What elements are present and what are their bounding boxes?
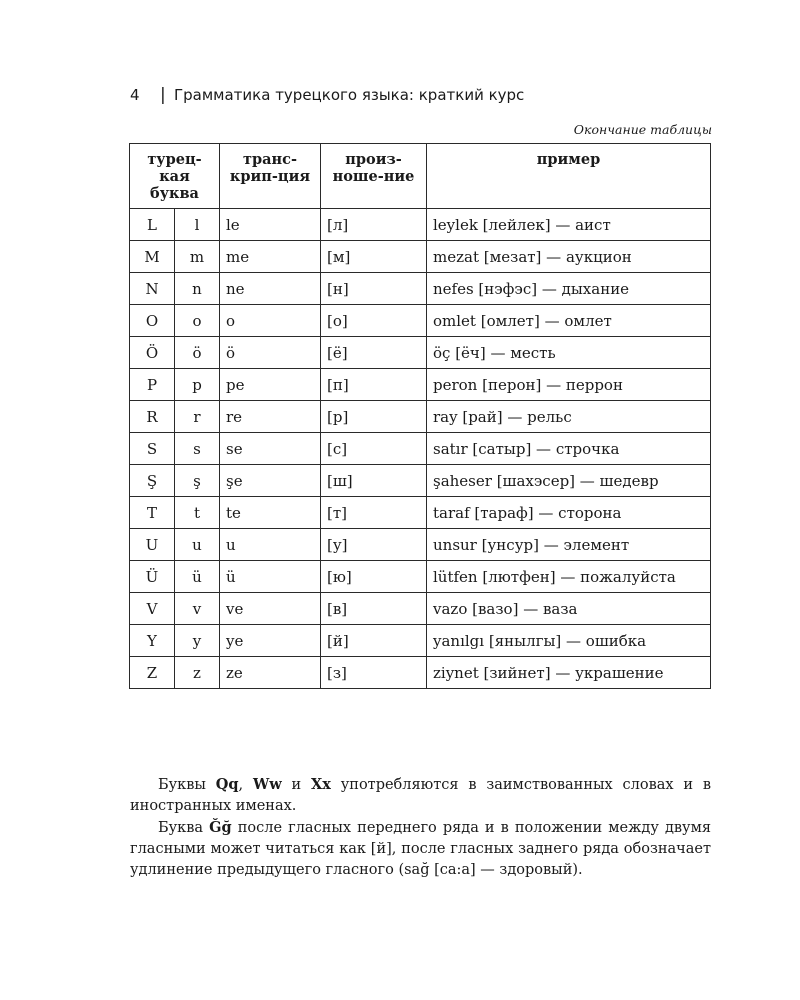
table-row xyxy=(130,657,711,689)
pronunciation-cell: [с] xyxy=(321,433,427,465)
pronunciation-cell: [ю] xyxy=(321,561,427,593)
paragraph-loan-letters: Буквы Qq, Ww и Xx употребляются в заимствованных словах и в иностранных именах. xyxy=(130,776,712,814)
letter-lowercase: ö xyxy=(175,337,220,369)
table-row xyxy=(130,273,711,305)
letter-uppercase: N xyxy=(130,273,175,305)
pronunciation-cell: [з] xyxy=(321,657,427,689)
transcription-cell: pe xyxy=(220,369,321,401)
transcription-cell: se xyxy=(220,433,321,465)
table-row xyxy=(130,369,711,401)
pronunciation-cell: [о] xyxy=(321,305,427,337)
example-cell: leylek [лейлек] — аист xyxy=(427,209,711,241)
table-row xyxy=(130,241,711,273)
example-cell: şaheser [шахэсер] — шедевр xyxy=(427,465,711,497)
pronunciation-cell: [л] xyxy=(321,209,427,241)
letter-uppercase: U xyxy=(130,529,175,561)
letter-lowercase: z xyxy=(175,657,220,689)
transcription-cell: me xyxy=(220,241,321,273)
table-header-row xyxy=(130,144,711,209)
pronunciation-cell: [у] xyxy=(321,529,427,561)
letter-uppercase: R xyxy=(130,401,175,433)
example-cell: taraf [тараф] — сторона xyxy=(427,497,711,529)
table-row xyxy=(130,401,711,433)
pronunciation-cell: [в] xyxy=(321,593,427,625)
letter-uppercase: V xyxy=(130,593,175,625)
transcription-cell: ü xyxy=(220,561,321,593)
transcription-cell: u xyxy=(220,529,321,561)
letter-uppercase: T xyxy=(130,497,175,529)
transcription-cell: te xyxy=(220,497,321,529)
letter-uppercase: Z xyxy=(130,657,175,689)
letter-lowercase: t xyxy=(175,497,220,529)
letter-uppercase: Ö xyxy=(130,337,175,369)
page-number: 4 xyxy=(130,86,140,104)
letter-lowercase: ü xyxy=(175,561,220,593)
letter-uppercase: Ü xyxy=(130,561,175,593)
example-cell: unsur [унсур] — элемент xyxy=(427,529,711,561)
transcription-cell: ne xyxy=(220,273,321,305)
example-cell: omlet [омлет] — омлет xyxy=(427,305,711,337)
letter-lowercase: r xyxy=(175,401,220,433)
header-pronunciation: произ-ноше-ние xyxy=(321,144,427,209)
letter-lowercase: m xyxy=(175,241,220,273)
transcription-cell: re xyxy=(220,401,321,433)
letter-lowercase: u xyxy=(175,529,220,561)
letter-uppercase: M xyxy=(130,241,175,273)
transcription-cell: ve xyxy=(220,593,321,625)
example-cell: mezat [мезат] — аукцион xyxy=(427,241,711,273)
table-row xyxy=(130,433,711,465)
letters-w: Ww xyxy=(252,776,282,793)
letter-uppercase: S xyxy=(130,433,175,465)
example-cell: ziynet [зийнет] — украшение xyxy=(427,657,711,689)
transcription-cell: şe xyxy=(220,465,321,497)
example-cell: satır [сатыр] — строчка xyxy=(427,433,711,465)
transcription-cell: ö xyxy=(220,337,321,369)
pronunciation-cell: [ё] xyxy=(321,337,427,369)
header-separator: | xyxy=(160,85,166,105)
example-cell: vazo [вазо] — ваза xyxy=(427,593,711,625)
transcription-cell: ze xyxy=(220,657,321,689)
table-row xyxy=(130,209,711,241)
pronunciation-cell: [н] xyxy=(321,273,427,305)
example-cell: lütfen [лютфен] — пожалуйста xyxy=(427,561,711,593)
pronunciation-cell: [м] xyxy=(321,241,427,273)
letters-x: Xx xyxy=(311,776,331,793)
table-row xyxy=(130,561,711,593)
letters-q: Qq xyxy=(215,776,239,793)
header-transcription: транс-крип-ция xyxy=(220,144,321,209)
letter-uppercase: L xyxy=(130,209,175,241)
transcription-cell: le xyxy=(220,209,321,241)
book-title: Грамматика турецкого языка: краткий курс xyxy=(174,86,525,104)
letter-lowercase: l xyxy=(175,209,220,241)
pronunciation-cell: [п] xyxy=(321,369,427,401)
pronunciation-cell: [т] xyxy=(321,497,427,529)
table-row xyxy=(130,337,711,369)
running-header xyxy=(130,84,524,106)
table-row xyxy=(130,465,711,497)
header-turkish-letter: турец-кая буква xyxy=(130,144,220,209)
letter-lowercase: v xyxy=(175,593,220,625)
example-cell: öç [ёч] — месть xyxy=(427,337,711,369)
example-cell: yanılgı [янылгы] — ошибка xyxy=(427,625,711,657)
alphabet-table xyxy=(129,143,711,689)
letter-uppercase: Y xyxy=(130,625,175,657)
letter-lowercase: ş xyxy=(175,465,220,497)
pronunciation-cell: [ш] xyxy=(321,465,427,497)
table-row xyxy=(130,305,711,337)
body-text xyxy=(130,774,711,881)
table-row xyxy=(130,593,711,625)
example-cell: ray [рай] — рельс xyxy=(427,401,711,433)
header-example: пример xyxy=(427,144,711,209)
letter-lowercase: y xyxy=(175,625,220,657)
table-row xyxy=(130,497,711,529)
letter-lowercase: p xyxy=(175,369,220,401)
letter-lowercase: s xyxy=(175,433,220,465)
letter-soft-g: Ğğ xyxy=(209,819,232,836)
table-caption: Окончание таблицы xyxy=(573,122,712,137)
example-cell: peron [перон] — перрон xyxy=(427,369,711,401)
table-body xyxy=(130,209,711,689)
pronunciation-cell: [р] xyxy=(321,401,427,433)
example-cell: nefes [нэфэс] — дыхание xyxy=(427,273,711,305)
letter-lowercase: n xyxy=(175,273,220,305)
letter-lowercase: o xyxy=(175,305,220,337)
transcription-cell: o xyxy=(220,305,321,337)
paragraph-soft-g: Буква Ğğ после гласных переднего ряда и в положении между двумя гласными может читаться как [й], после гласных заднего ряда обозначает удлинение предыдущего гласного (sağ [са:а] — здоровый). xyxy=(130,819,712,878)
transcription-cell: ye xyxy=(220,625,321,657)
letter-uppercase: P xyxy=(130,369,175,401)
table-row xyxy=(130,529,711,561)
letter-uppercase: Ş xyxy=(130,465,175,497)
pronunciation-cell: [й] xyxy=(321,625,427,657)
table-row xyxy=(130,625,711,657)
letter-uppercase: O xyxy=(130,305,175,337)
